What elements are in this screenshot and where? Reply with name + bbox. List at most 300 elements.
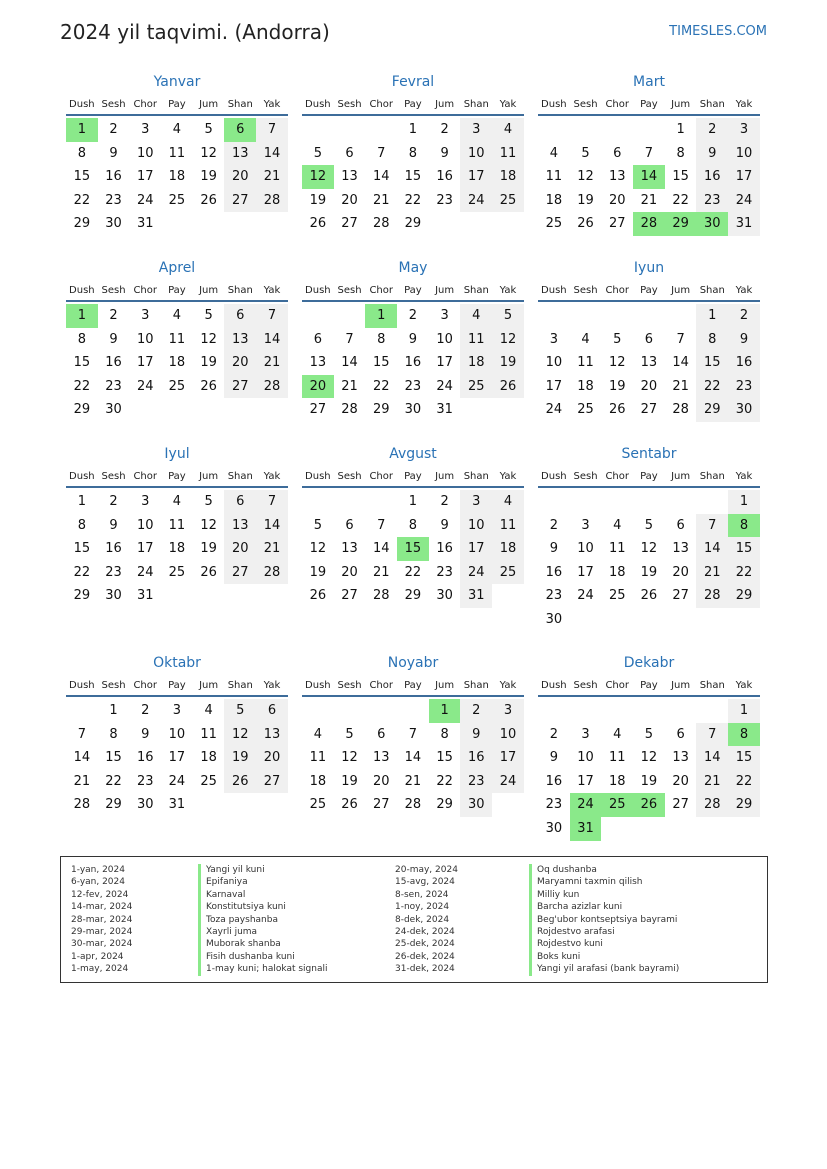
legend-date: 29-mar, 2024 [71,926,133,937]
weekday-label: Pay [640,470,658,482]
day-cell: 13 [672,541,689,557]
day-cell: 28 [696,793,728,817]
day-cell: 1 [109,703,118,718]
weekday-header [66,466,288,488]
day-cell: 17 [460,537,492,561]
holiday-day: 29 [665,212,697,236]
weekday-label: Jum [671,470,691,482]
empty-cell [570,490,602,514]
day-cell: 10 [168,726,186,742]
day-cell: 31 [436,402,453,418]
day-cell: 26 [492,375,524,399]
month-title: Iyun [633,260,665,276]
day-cell: 7 [696,723,728,747]
day-cell: 26 [200,564,217,580]
weekday-label: Shan [699,98,725,110]
day-cell: 13 [672,750,689,766]
weekday-label: Dush [305,679,331,691]
day-cell: 22 [404,192,422,208]
day-cell: 4 [172,308,182,323]
legend-holiday-name: Rojdestvo arafasi [529,926,679,938]
day-cell: 25 [460,375,492,399]
legend-holiday-name: Xayrli juma [198,926,328,938]
day-cell: 7 [696,514,728,538]
holiday-day: 24 [570,793,602,817]
day-cell: 21 [696,561,728,585]
weekday-label: Shan [227,679,253,691]
day-cell: 8 [408,517,418,533]
empty-cell [538,490,570,514]
month-sentabr [538,444,760,632]
day-cell: 12 [200,145,217,161]
weekday-label: Yak [499,470,517,482]
legend-holiday-name: Milliy kun [529,889,679,901]
day-cell: 11 [608,750,626,766]
weekday-label: Chor [605,98,629,110]
day-cell: 24 [492,770,524,794]
day-cell: 22 [672,192,689,208]
day-cell: 23 [545,797,563,813]
empty-cell [302,304,334,328]
day-cell: 4 [581,331,590,347]
day-cell: 27 [608,216,626,232]
weekday-label: Sesh [573,284,598,296]
day-cell: 28 [372,216,390,232]
weekday-header [302,280,524,302]
weekday-label: Yak [735,679,753,691]
month-title: Aprel [158,260,196,276]
weekday-header [302,94,524,116]
empty-cell [633,304,665,328]
day-cell: 17 [545,378,563,394]
empty-cell [302,699,334,723]
day-cell: 9 [549,750,558,766]
day-cell: 10 [492,723,524,747]
day-cell: 23 [105,378,122,394]
day-cell: 11 [168,145,186,161]
day-cell: 1 [728,490,760,514]
brand-link[interactable]: TIMESLES.COM [669,24,767,39]
day-cell: 31 [168,797,186,813]
day-cell: 23 [105,564,122,580]
weekday-header [538,280,760,302]
day-cell: 12 [492,328,524,352]
month-dekabr [538,653,760,841]
weekday-label: Jum [435,98,455,110]
day-cell: 19 [200,541,217,557]
day-cell: 22 [372,378,390,394]
weekday-label: Chor [605,284,629,296]
day-cell: 26 [200,378,217,394]
day-cell: 31 [136,216,154,232]
holiday-day: 8 [728,514,760,538]
weekday-label: Yak [499,679,517,691]
month-avgust [302,444,524,608]
month-title: Sentabr [621,446,677,462]
day-cell: 28 [73,797,91,813]
day-cell: 11 [200,726,217,742]
day-cell: 18 [200,750,217,766]
legend-date: 20-may, 2024 [395,865,458,875]
day-cell: 18 [608,564,626,580]
day-cell: 7 [256,118,288,142]
day-cell: 20 [608,192,626,208]
day-cell: 28 [256,189,288,213]
day-cell: 12 [608,355,626,371]
weekday-label: Chor [369,284,393,296]
day-cell: 17 [728,165,760,189]
day-cell: 10 [577,750,594,766]
day-grid [66,304,288,422]
day-cell: 13 [341,541,358,557]
month-title: Iyul [164,446,190,462]
day-cell: 15 [73,169,91,185]
empty-cell [66,699,98,723]
day-cell: 10 [577,541,594,557]
month-title: Noyabr [387,655,439,671]
day-cell: 2 [440,494,449,509]
weekday-label: Pay [640,284,658,296]
day-cell: 12 [640,541,658,557]
legend-date: 14-mar, 2024 [71,902,133,913]
weekday-label: Sesh [101,470,126,482]
legend-date: 26-dek, 2024 [395,951,455,962]
day-cell: 17 [168,750,186,766]
day-cell: 26 [608,402,626,418]
day-cell: 23 [436,564,453,580]
day-cell: 22 [73,378,91,394]
day-cell: 21 [256,537,288,561]
day-cell: 4 [172,122,182,137]
day-cell: 19 [492,351,524,375]
legend-holiday-name: Epifaniya [198,876,328,888]
day-cell: 6 [345,517,354,533]
month-yanvar [66,72,288,236]
day-grid [66,118,288,236]
day-cell: 27 [341,216,358,232]
day-cell: 8 [676,145,685,161]
day-cell: 23 [136,773,154,789]
weekday-label: Dush [305,98,331,110]
weekday-label: Jum [199,679,219,691]
day-cell: 30 [105,402,122,418]
weekday-label: Dush [541,470,567,482]
legend-date: 1-may, 2024 [71,964,129,975]
day-cell: 27 [640,402,658,418]
day-cell: 14 [341,355,358,371]
day-cell: 22 [73,192,91,208]
weekday-label: Pay [168,98,186,110]
day-cell: 9 [460,723,492,747]
day-cell: 9 [696,142,728,166]
day-cell: 10 [136,331,154,347]
legend-holiday-name: Yangi yil kuni [198,864,328,876]
day-cell: 29 [73,402,91,418]
day-cell: 31 [136,588,154,604]
weekday-label: Shan [227,470,253,482]
day-cell: 16 [696,165,728,189]
weekday-label: Shan [699,284,725,296]
day-cell: 9 [109,517,118,533]
day-cell: 24 [436,378,453,394]
month-title: Oktabr [153,655,201,671]
day-cell: 9 [109,145,118,161]
holiday-day: 26 [633,793,665,817]
day-cell: 18 [545,192,563,208]
weekday-label: Pay [168,470,186,482]
day-cell: 2 [141,703,150,718]
day-cell: 2 [549,726,558,742]
day-cell: 26 [341,797,358,813]
weekday-label: Yak [263,679,281,691]
day-cell: 26 [577,216,594,232]
day-cell: 7 [345,331,354,347]
month-title: Mart [633,74,665,90]
legend-holiday-name: Muborak shanba [198,938,328,950]
holiday-day: 1 [66,304,98,328]
day-cell: 16 [404,355,422,371]
day-cell: 16 [436,541,453,557]
day-cell: 6 [313,331,322,347]
weekday-label: Jum [199,470,219,482]
empty-cell [601,304,633,328]
empty-cell [538,699,570,723]
day-cell: 2 [408,308,418,323]
day-cell: 19 [309,564,327,580]
day-cell: 15 [436,750,453,766]
day-cell: 6 [377,726,386,742]
day-cell: 24 [545,402,563,418]
day-cell: 21 [404,773,422,789]
weekday-header [538,675,760,697]
day-cell: 14 [372,169,390,185]
day-cell: 19 [577,192,594,208]
day-cell: 28 [256,561,288,585]
day-cell: 7 [77,726,86,742]
weekday-label: Yak [735,98,753,110]
day-cell: 26 [224,770,256,794]
day-cell: 24 [136,564,154,580]
day-cell: 13 [640,355,658,371]
day-cell: 15 [672,169,689,185]
day-grid [302,304,524,422]
day-cell: 8 [77,145,86,161]
day-cell: 15 [73,355,91,371]
empty-cell [696,490,728,514]
day-cell: 5 [644,517,654,533]
day-cell: 21 [640,192,658,208]
day-cell: 20 [341,192,358,208]
day-cell: 16 [545,773,563,789]
day-cell: 29 [372,402,390,418]
day-cell: 19 [224,746,256,770]
day-cell: 16 [545,564,563,580]
holiday-day: 25 [601,793,633,817]
weekday-label: Chor [133,679,157,691]
day-cell: 27 [672,797,689,813]
day-cell: 5 [204,308,213,323]
day-cell: 25 [168,192,186,208]
day-cell: 15 [728,746,760,770]
day-cell: 2 [460,699,492,723]
day-cell: 10 [460,142,492,166]
weekday-header [302,675,524,697]
day-grid [302,490,524,608]
day-cell: 11 [492,142,524,166]
day-cell: 27 [256,770,288,794]
legend-date: 8-sen, 2024 [395,889,449,900]
day-cell: 19 [309,192,327,208]
legend-date: 1-noy, 2024 [395,902,450,913]
day-cell: 23 [436,192,453,208]
day-cell: 4 [613,517,622,533]
day-grid [302,699,524,817]
day-cell: 4 [313,726,322,742]
empty-cell [633,490,665,514]
day-cell: 30 [545,820,563,836]
day-cell: 2 [549,517,558,533]
empty-cell [633,118,665,142]
day-cell: 8 [440,726,449,742]
day-cell: 17 [577,564,594,580]
day-cell: 3 [172,703,182,718]
day-cell: 20 [672,773,689,789]
day-cell: 17 [460,165,492,189]
day-cell: 19 [200,169,217,185]
holiday-legend [60,856,768,983]
day-cell: 27 [224,561,256,585]
day-cell: 20 [256,746,288,770]
day-cell: 29 [728,584,760,608]
day-cell: 2 [728,304,760,328]
page-title: 2024 yil taqvimi. (Andorra) [60,20,330,44]
empty-cell [570,304,602,328]
weekday-label: Dush [69,98,95,110]
day-cell: 5 [492,304,524,328]
day-cell: 28 [404,797,422,813]
weekday-label: Sesh [101,679,126,691]
empty-cell [601,490,633,514]
day-cell: 6 [224,490,256,514]
day-cell: 3 [460,118,492,142]
day-grid [538,304,760,422]
day-cell: 21 [256,165,288,189]
weekday-label: Pay [168,284,186,296]
day-cell: 1 [408,494,418,509]
weekday-header [66,94,288,116]
day-cell: 3 [549,331,558,347]
day-cell: 10 [728,142,760,166]
legend-holiday-name: Konstitutsiya kuni [198,901,328,913]
day-cell: 4 [492,118,524,142]
weekday-label: Jum [435,679,455,691]
day-cell: 27 [224,189,256,213]
day-cell: 18 [168,355,186,371]
day-cell: 1 [728,699,760,723]
day-cell: 6 [224,304,256,328]
day-cell: 14 [73,750,91,766]
day-cell: 23 [728,375,760,399]
day-cell: 25 [577,402,594,418]
day-cell: 12 [577,169,594,185]
day-cell: 22 [696,375,728,399]
empty-cell [365,490,397,514]
day-cell: 29 [404,216,422,232]
weekday-label: Dush [305,470,331,482]
day-cell: 13 [608,169,626,185]
weekday-label: Dush [541,679,567,691]
day-cell: 28 [672,402,689,418]
weekday-label: Dush [541,98,567,110]
weekday-label: Chor [605,470,629,482]
day-cell: 20 [224,537,256,561]
day-cell: 8 [77,331,86,347]
empty-cell [570,699,602,723]
day-cell: 9 [408,331,418,347]
weekday-label: Shan [227,98,253,110]
weekday-label: Yak [263,98,281,110]
day-cell: 9 [549,541,558,557]
month-title: May [398,260,428,276]
day-cell: 15 [404,169,422,185]
day-cell: 14 [372,541,390,557]
day-grid [538,490,760,632]
day-cell: 10 [460,514,492,538]
day-cell: 30 [404,402,422,418]
day-cell: 14 [672,355,689,371]
day-cell: 13 [224,328,256,352]
day-cell: 19 [608,378,626,394]
weekday-label: Jum [199,98,219,110]
day-cell: 14 [256,328,288,352]
day-cell: 9 [141,726,150,742]
day-cell: 30 [728,398,760,422]
day-cell: 2 [440,122,449,137]
day-cell: 2 [109,494,118,509]
day-cell: 30 [460,793,492,817]
day-cell: 20 [672,564,689,580]
day-cell: 4 [204,703,213,718]
legend-date: 28-mar, 2024 [71,914,133,925]
day-cell: 17 [577,773,594,789]
day-cell: 17 [136,169,154,185]
weekday-label: Sesh [337,284,362,296]
weekday-label: Yak [263,470,281,482]
empty-cell [365,118,397,142]
day-cell: 29 [404,588,422,604]
day-cell: 26 [309,216,327,232]
day-cell: 2 [109,308,118,323]
empty-cell [397,699,429,723]
day-cell: 9 [440,517,449,533]
day-cell: 12 [224,723,256,747]
day-cell: 27 [672,588,689,604]
day-cell: 21 [341,378,358,394]
day-cell: 23 [545,588,563,604]
day-cell: 1 [696,304,728,328]
day-cell: 29 [696,398,728,422]
legend-date: 6-yan, 2024 [71,877,125,888]
month-title: Dekabr [623,655,675,671]
weekday-label: Shan [463,284,489,296]
weekday-label: Shan [463,98,489,110]
day-cell: 16 [460,746,492,770]
weekday-label: Sesh [101,98,126,110]
weekday-label: Pay [640,679,658,691]
weekday-label: Dush [305,284,331,296]
day-cell: 14 [256,142,288,166]
day-cell: 3 [492,699,524,723]
